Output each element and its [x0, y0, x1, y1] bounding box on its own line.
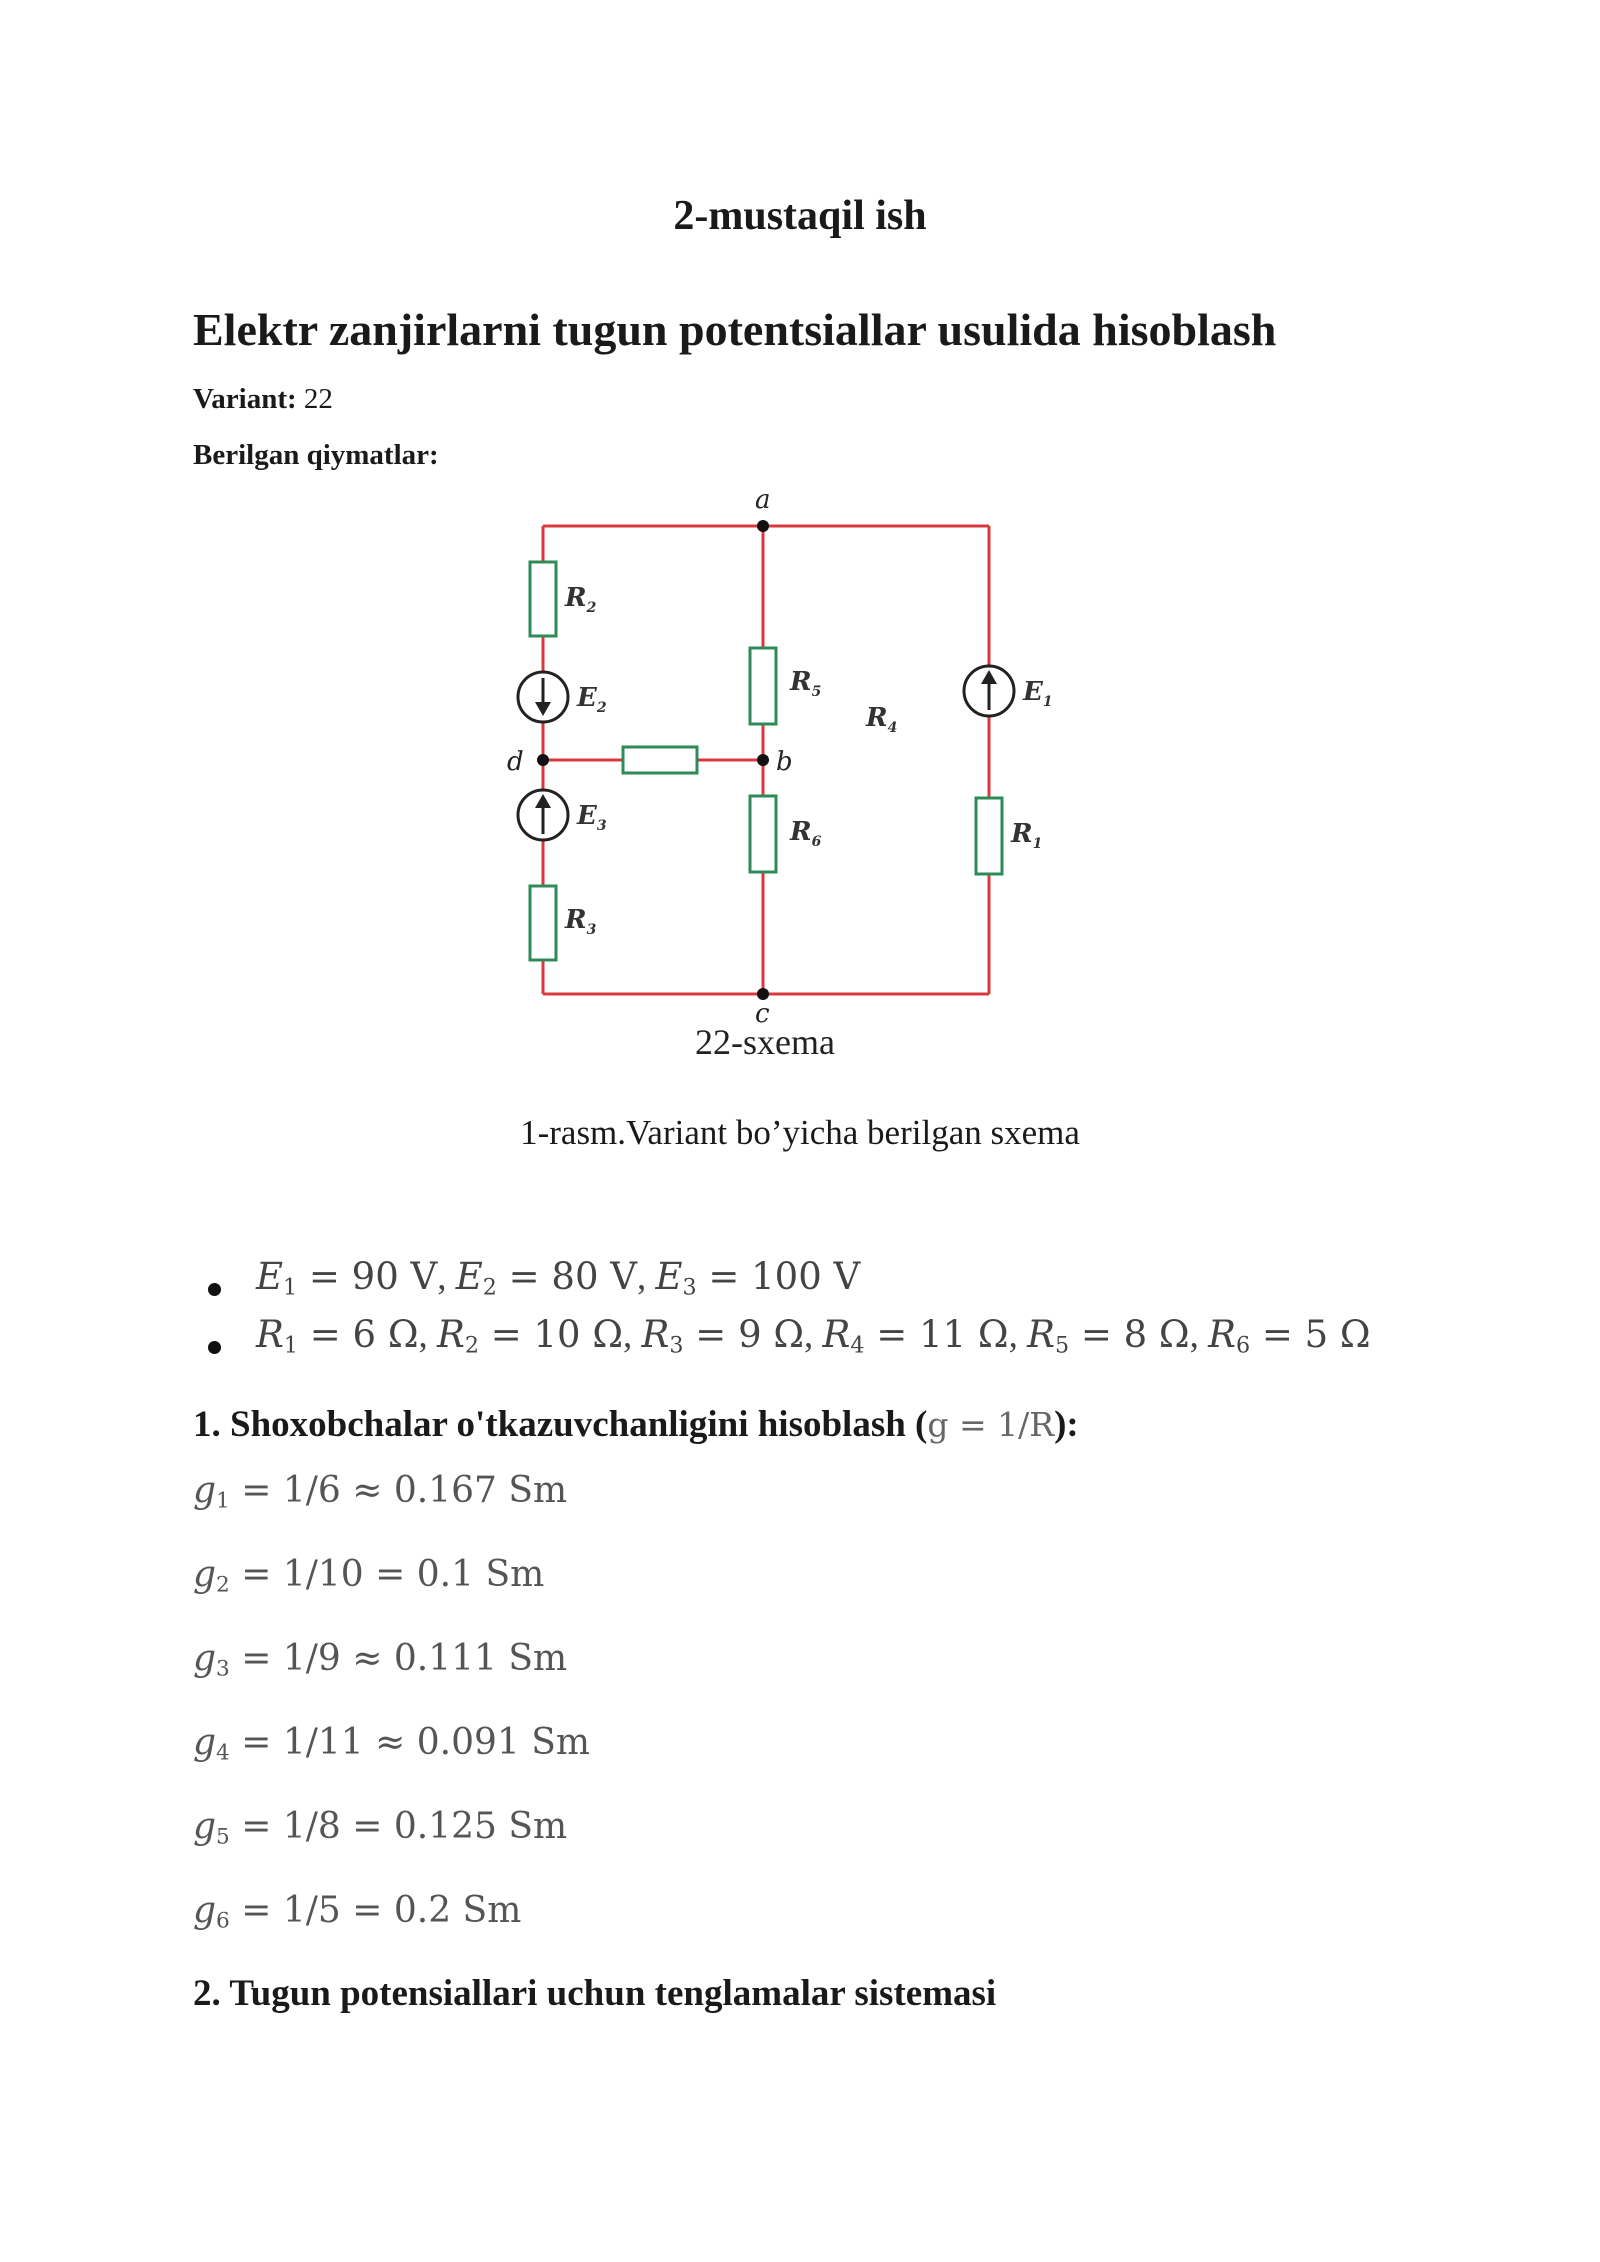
- res-1: $R_1 = 6$ Ω: [256, 1313, 419, 1359]
- conductance-row-5: $g_5 = 1/8 = 0.125$ Sm: [193, 1806, 568, 1850]
- res-4: $R_4 = 11$ Ω: [822, 1313, 1009, 1359]
- given-label: Berilgan qiymatlar:: [193, 439, 439, 471]
- node-d-label: d: [507, 747, 524, 777]
- res-3: $R_3 = 9$ Ω: [641, 1313, 805, 1359]
- node-b-label: b: [776, 747, 793, 777]
- given-label-line: [193, 439, 439, 472]
- document-heading: Elektr zanjirlarni tugun potentsiallar usulida hisoblash: [193, 304, 1277, 355]
- label-e1: $E_1$: [1023, 677, 1053, 710]
- conductance-row-4: $g_4 = 1/11 \approx 0.091$ Sm: [193, 1722, 591, 1766]
- resistor-r2: [530, 562, 556, 636]
- resistor-r5: [750, 648, 776, 724]
- res-5: $R_5 = 8$ Ω: [1027, 1313, 1190, 1359]
- section-1-title: 1. Shoxobchalar o'tkazuvchanligini hisoblash (g = 1/R):: [193, 1404, 1079, 1445]
- variant-line: [193, 383, 333, 416]
- node-d-dot: [537, 754, 549, 766]
- label-r3: $R_3$: [565, 905, 597, 938]
- emf-1: $E_1 = 90$ V: [256, 1255, 438, 1301]
- node-c-label: c: [755, 999, 770, 1029]
- res-2: $R_2 = 10$ Ω: [437, 1313, 624, 1359]
- label-e2: $E_2$: [577, 683, 607, 716]
- emf-2: $E_2 = 80$ V: [455, 1255, 637, 1301]
- emf-3: $E_3 = 100$ V: [655, 1255, 861, 1301]
- variant-value: 22: [303, 383, 333, 415]
- conductance-row-1: $g_1 = 1/6 \approx 0.167$ Sm: [193, 1470, 568, 1514]
- document-title: 2-mustaqil ish: [673, 193, 927, 239]
- source-e2-icon: [518, 672, 568, 722]
- node-a-label: a: [755, 488, 771, 515]
- label-r2: $R_2$: [565, 583, 597, 616]
- node-b-dot: [757, 754, 769, 766]
- conductance-row-2: $g_2 = 1/10 = 0.1$ Sm: [193, 1554, 545, 1598]
- resistor-r1: [976, 798, 1002, 874]
- label-r4: $R_4$: [866, 703, 898, 736]
- emf-values-item: $E_1 = 90$ V, $E_2 = 80$ V, $E_3 = 100$ V: [208, 1255, 1371, 1313]
- conductance-formula: g = 1/R: [927, 1405, 1055, 1444]
- node-a-dot: [757, 520, 769, 532]
- source-e3-icon: [518, 790, 568, 840]
- label-r6: $R_6$: [790, 817, 822, 850]
- figure-caption: 1-rasm.Variant bo’yicha berilgan sxema: [520, 1113, 1080, 1152]
- given-values-list: [208, 1255, 1371, 1371]
- resistance-values-item: $R_1 = 6$ Ω, $R_2 = 10$ Ω, $R_3 = 9$ Ω, $R_4 = 11$ Ω, $R_5 = 8$ Ω, $R_6 = 5$ Ω: [208, 1313, 1371, 1371]
- variant-label: Variant:: [193, 383, 297, 415]
- resistor-r6: [750, 796, 776, 872]
- res-6: $R_6 = 5$ Ω: [1208, 1313, 1371, 1359]
- label-e3: $E_3$: [577, 801, 607, 834]
- circuit-diagram: [493, 488, 1093, 1088]
- scheme-label: 22-sxema: [695, 1022, 835, 1062]
- resistor-db: [623, 747, 697, 773]
- section-2-title: 2. Tugun potensiallari uchun tenglamalar sistemasi: [193, 1973, 997, 2014]
- resistor-r3: [530, 886, 556, 960]
- source-e1-icon: [964, 666, 1014, 716]
- label-r5: $R_5$: [790, 667, 822, 700]
- label-r1: $R_1$: [1011, 819, 1043, 852]
- conductance-row-6: $g_6 = 1/5 = 0.2$ Sm: [193, 1890, 522, 1934]
- conductance-row-3: $g_3 = 1/9 \approx 0.111$ Sm: [193, 1638, 568, 1682]
